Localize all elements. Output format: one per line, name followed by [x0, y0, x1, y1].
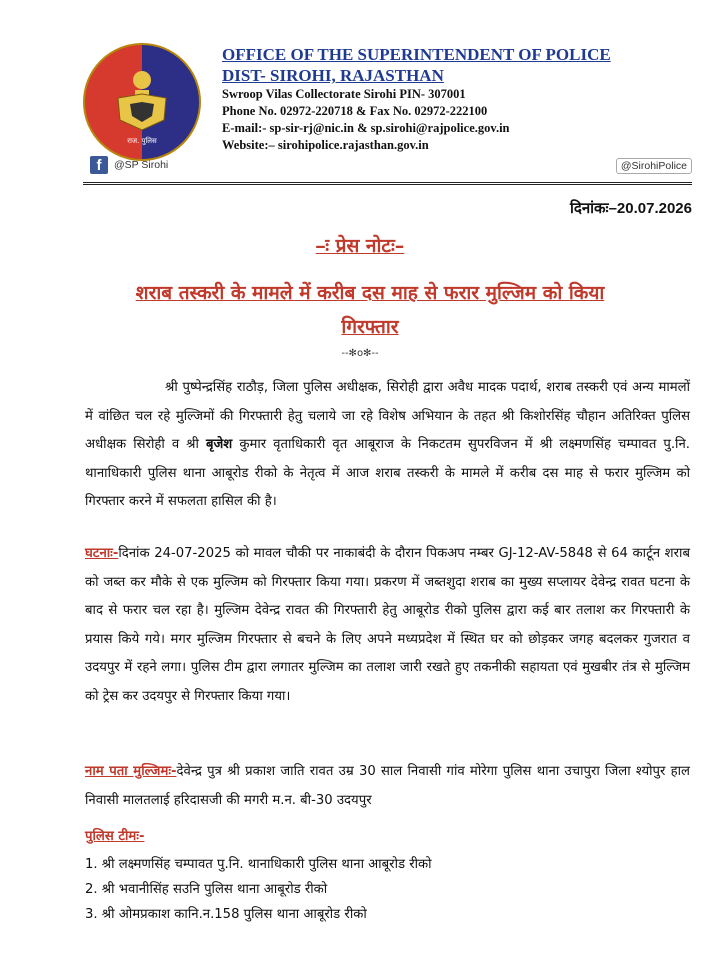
release-date: दिनांकः–20.07.2026: [569, 200, 692, 217]
police-team-label: पुलिस टीमः-: [85, 829, 145, 844]
facebook-handle-text: @SP Sirohi: [114, 159, 169, 171]
team-member: 1. श्री लक्ष्मणसिंह चम्पावत पु.नि. थानाधिकारी पुलिस थाना आबूरोड रीको: [85, 857, 432, 872]
incident-paragraph: [85, 540, 690, 711]
office-address: Swroop Vilas Collectorate Sirohi PIN- 307001: [222, 87, 466, 101]
facebook-handle: [90, 156, 168, 174]
office-title: OFFICE OF THE SUPERINTENDENT OF POLICE: [222, 45, 611, 64]
intro-text-a: श्री पुष्पेन्द्रसिंह राठौड़, जिला पुलिस अधीक्षक, सिरोही द्वारा अवैध मादक पदार्थ, शराब तस्करी एवं अन्य मामलों में वांछित चल रहे मुल्जिमों की गिरफ्तारी हेतु चलाये जा रहे विशेष अभियान के तहत श्री किशोरसिंह चौहान अतिरिक्त पुलिस अधीक्षक सिरोही व श्री: [85, 380, 690, 452]
intro-bold-name: बृजेश: [205, 437, 233, 452]
district-title: DIST- SIROHI, RAJASTHAN: [222, 66, 444, 85]
accused-label: नाम पता मुल्जिमः-: [85, 764, 177, 779]
rajasthan-police-logo: [80, 40, 204, 164]
accused-paragraph: [85, 758, 690, 815]
office-header: [222, 44, 611, 154]
intro-paragraph: [85, 374, 690, 517]
office-phone: Phone No. 02972-220718 & Fax No. 02972-222100: [222, 104, 488, 118]
incident-label: घटनाः-: [85, 546, 119, 561]
police-team-list: [85, 852, 432, 927]
twitter-handle: @SirohiPolice: [616, 158, 692, 174]
header-divider: [83, 182, 692, 185]
intro-text-b: कुमार वृताधिकारी वृत आबूराज के निकटतम सुपरविजन में श्री लक्ष्मणसिंह चम्पावत पु.नि. थानाधिकारी पुलिस थाना आबूरोड रीको के नेतृत्व में आज शराब तस्करी के मामले में करीब दस माह से फरार मुल्जिम को गिरफ्तार करने में सफलता हासिल की है।: [85, 437, 690, 509]
team-member: 2. श्री भवानीसिंह सउनि पुलिस थाना आबूरोड रीको: [85, 882, 328, 897]
ornament-divider: --✻o✻--: [341, 348, 379, 359]
logo-text: राज. पुलिस: [127, 137, 157, 145]
office-website: Website:– sirohipolice.rajasthan.gov.in: [222, 138, 429, 152]
headline: शराब तस्करी के मामले में करीब दस माह से फरार मुल्जिम को किया गिरफ्तार: [135, 282, 605, 338]
team-member: 3. श्री ओमप्रकाश कानि.न.158 पुलिस थाना आबूरोड रीको: [85, 907, 367, 922]
press-note-title: –ः प्रेस नोटः–: [315, 235, 405, 257]
office-email: E-mail:- sp-sir-rj@nic.in & sp.sirohi@rajpolice.gov.in: [222, 121, 510, 135]
accused-text: देवेन्द्र पुत्र श्री प्रकाश जाति रावत उम्र 30 साल निवासी गांव मोरेगा पुलिस थाना उचापुरा जिला श्योपुर हाल निवासी मालतलाई हरिदासजी की मगरी म.न. बी-30 उदयपुर: [85, 764, 690, 808]
incident-text: दिनांक 24-07-2025 को मावल चौकी पर नाकाबंदी के दौरान पिकअप नम्बर GJ-12-AV-5848 से 64 कार्टून शराब को जब्त कर मौके से एक मुल्जिम को गिरफ्तार किया गया। प्रकरण में जब्तशुदा शराब का मुख्य सप्लायर देवेन्द्र रावत घटना के बाद से फरार चल रहा है। मुल्जिम देवेन्द्र रावत की गिरफ्तारी हेतु आबूरोड रीको पुलिस द्वारा कई बार तलाश कर गिरफ्तारी के प्रयास किये गये। मगर मुल्जिम गिरफ्तार से बचने के लिए अपने मध्यप्रदेश में स्थित घर को छोड़कर जगह बदलकर गुजरात व उदयपुर में रहने लगा। पुलिस टीम द्वारा लगातर मुल्जिम का तलाश जारी रखते हुए तकनीकी सहायता एवं मुखबीर तंत्र से मुल्जिम को ट्रेस कर उदयपुर से गिरफ्तार किया गया।: [85, 546, 690, 704]
facebook-icon: f: [90, 156, 108, 174]
